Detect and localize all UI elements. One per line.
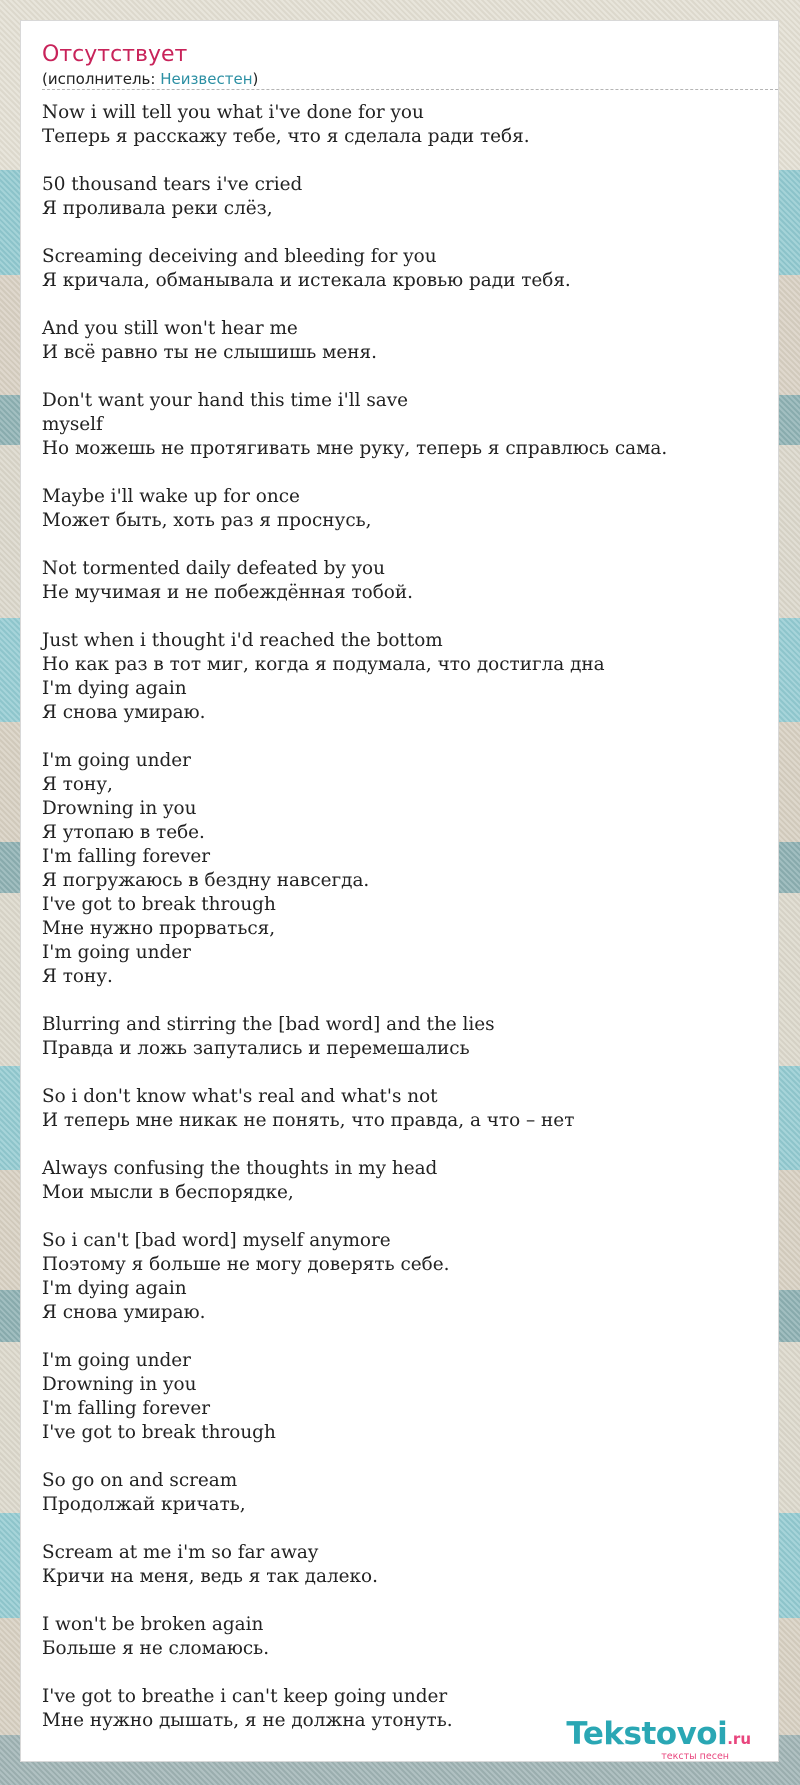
lyrics-stanza: [42, 749, 772, 989]
lyrics-line: Кричи на меня, ведь я так далеко.: [42, 1566, 378, 1587]
lyrics-line: Я тону.: [42, 966, 113, 987]
lyrics-line: Scream at me i'm so far away: [42, 1542, 319, 1563]
lyrics-line: I'm dying again: [42, 678, 187, 699]
lyrics-stanza: [42, 485, 772, 533]
lyrics-line: Теперь я расскажу тебе, что я сделала ради тебя.: [42, 126, 530, 147]
lyrics-stanza: [42, 1541, 772, 1589]
lyrics-line: 50 thousand tears i've cried: [42, 174, 303, 195]
lyrics-line: I've got to breathe i can't keep going under: [42, 1686, 448, 1707]
lyrics-text: [42, 101, 772, 1757]
song-title: Отсутствует: [42, 42, 188, 67]
lyrics-stanza: [42, 1229, 772, 1325]
lyrics-line: И всё равно ты не слышишь меня.: [42, 342, 378, 363]
lyrics-line: Больше я не сломаюсь.: [42, 1638, 270, 1659]
lyrics-stanza: [42, 101, 772, 149]
lyrics-line: I'm falling forever: [42, 846, 211, 867]
lyrics-stanza: [42, 245, 772, 293]
lyrics-line: I've got to break through: [42, 894, 276, 915]
lyrics-line: Правда и ложь запутались и перемешались: [42, 1038, 470, 1059]
lyrics-line: И теперь мне никак не понять, что правда, а что – нет: [42, 1110, 575, 1131]
lyrics-stanza: [42, 557, 772, 605]
lyrics-line: I won't be broken again: [42, 1614, 264, 1635]
lyrics-line: Я снова умираю.: [42, 702, 206, 723]
lyrics-line: Я погружаюсь в бездну навсегда.: [42, 870, 370, 891]
lyrics-line: Я тону,: [42, 774, 113, 795]
lyrics-stanza: [42, 317, 772, 365]
lyrics-line: Мои мысли в беспорядке,: [42, 1182, 294, 1203]
lyrics-line: Мне нужно прорваться,: [42, 918, 276, 939]
lyrics-line: Always confusing the thoughts in my head: [42, 1158, 438, 1179]
lyrics-line: I'm going under: [42, 942, 191, 963]
lyrics-stanza: [42, 1013, 772, 1061]
lyrics-line: Не мучимая и не побеждённая тобой.: [42, 582, 413, 603]
lyrics-line: Я утопаю в тебе.: [42, 822, 205, 843]
lyrics-line: Но как раз в тот миг, когда я подумала, что достигла дна: [42, 654, 605, 675]
lyrics-stanza: [42, 1085, 772, 1133]
lyrics-stanza: [42, 629, 772, 725]
logo-tagline: тексты песен: [661, 1751, 729, 1762]
lyrics-stanza: [42, 1349, 772, 1445]
lyrics-line: Drowning in you: [42, 798, 197, 819]
lyrics-line: So i can't [bad word] myself anymore: [42, 1230, 391, 1251]
artist-prefix: (исполнитель:: [42, 70, 161, 88]
lyrics-stanza: [42, 173, 772, 221]
lyrics-line: myself: [42, 414, 103, 435]
content-panel: [21, 21, 778, 1761]
lyrics-line: I'm dying again: [42, 1278, 187, 1299]
logo-name: Tekstovoi: [566, 1716, 728, 1752]
lyrics-line: Drowning in you: [42, 1374, 197, 1395]
site-logo[interactable]: [541, 1717, 751, 1761]
lyrics-line: And you still won't hear me: [42, 318, 298, 339]
artist-suffix: ): [252, 70, 259, 88]
lyrics-line: Мне нужно дышать, я не должна утонуть.: [42, 1710, 453, 1731]
lyrics-stanza: [42, 1469, 772, 1517]
lyrics-line: Blurring and stirring the [bad word] and the lies: [42, 1014, 495, 1035]
lyrics-line: Screaming deceiving and bleeding for you: [42, 246, 437, 267]
lyrics-stanza: [42, 389, 772, 461]
lyrics-line: Но можешь не протягивать мне руку, теперь я справлюсь сама.: [42, 438, 668, 459]
lyrics-line: Not tormented daily defeated by you: [42, 558, 385, 579]
lyrics-line: Я кричала, обманывала и истекала кровью ради тебя.: [42, 270, 571, 291]
lyrics-line: I've got to break through: [42, 1422, 276, 1443]
lyrics-line: Поэтому я больше не могу доверять себе.: [42, 1254, 450, 1275]
lyrics-line: Just when i thought i'd reached the bottom: [42, 630, 443, 651]
lyrics-line: Я проливала реки слёз,: [42, 198, 273, 219]
lyrics-line: Maybe i'll wake up for once: [42, 486, 300, 507]
artist-link[interactable]: Неизвестен: [160, 70, 253, 88]
lyrics-line: Now i will tell you what i've done for you: [42, 102, 424, 123]
lyrics-line: I'm falling forever: [42, 1398, 211, 1419]
lyrics-line: So i don't know what's real and what's not: [42, 1086, 438, 1107]
lyrics-stanza: [42, 1157, 772, 1205]
lyrics-line: Я снова умираю.: [42, 1302, 206, 1323]
lyrics-line: Продолжай кричать,: [42, 1494, 246, 1515]
lyrics-line: So go on and scream: [42, 1470, 238, 1491]
artist-line: [42, 69, 778, 90]
logo-tld: .ru: [727, 1730, 751, 1748]
lyrics-line: I'm going under: [42, 750, 191, 771]
lyrics-line: Может быть, хоть раз я проснусь,: [42, 510, 372, 531]
lyrics-line: I'm going under: [42, 1350, 191, 1371]
lyrics-line: Don't want your hand this time i'll save: [42, 390, 409, 411]
lyrics-stanza: [42, 1613, 772, 1661]
